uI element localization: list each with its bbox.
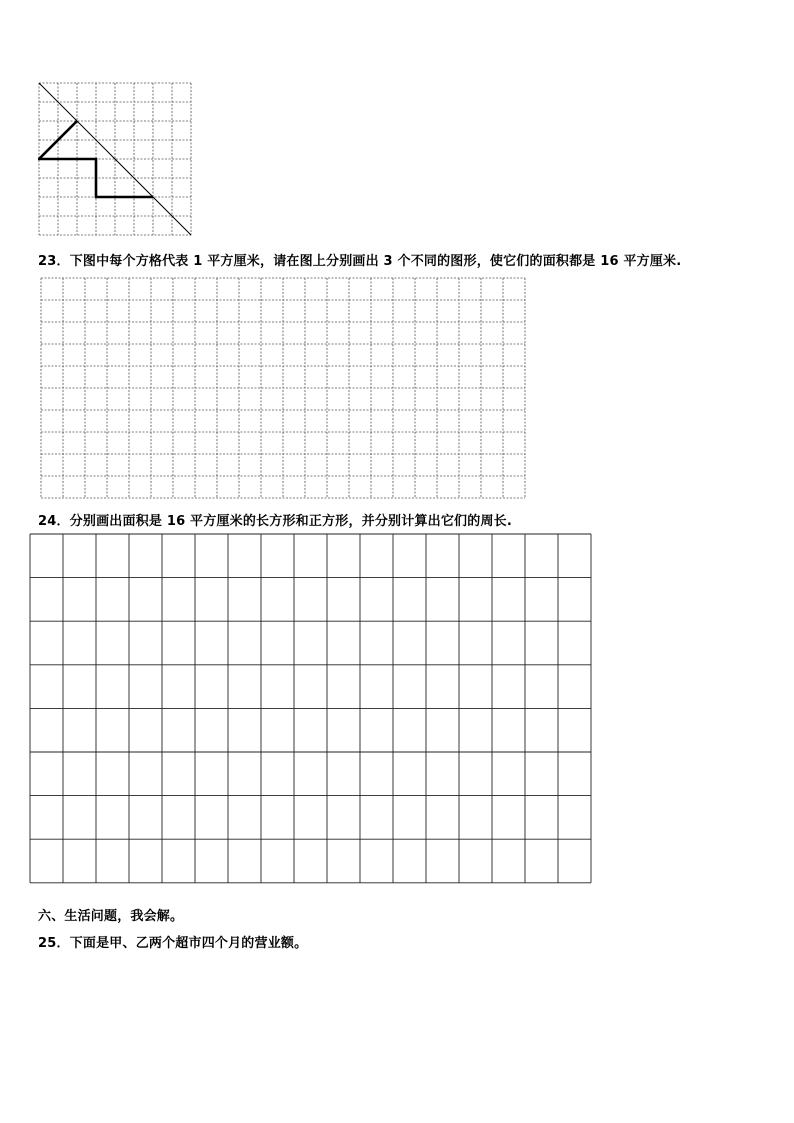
section-6-heading [38, 905, 183, 924]
grid-24[interactable] [29, 533, 592, 884]
question-25-number: 25． [38, 936, 70, 951]
question-23-text: 下图中每个方格代表 1 平方厘米，请在图上分别画出 3 个不同的图形，使它们的面积都是 16 平方厘米. [69, 254, 682, 269]
grid-23[interactable] [40, 277, 527, 499]
question-25-text: 下面是甲、乙两个超市四个月的营业额。 [69, 936, 308, 951]
question-25 [38, 932, 307, 951]
figure-grid [38, 82, 192, 236]
question-24 [38, 510, 512, 529]
question-23-number: 23． [38, 254, 70, 269]
question-24-text: 分别画出面积是 16 平方厘米的长方形和正方形，并分别计算出它们的周长. [69, 514, 512, 529]
section-6-text: 六、生活问题，我会解。 [38, 909, 184, 924]
question-23 [38, 250, 681, 269]
question-24-number: 24． [38, 514, 70, 529]
